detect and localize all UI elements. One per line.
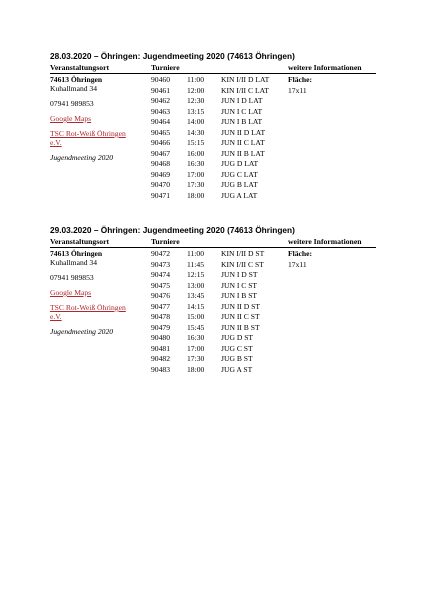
tournament-name: JUG A ST	[221, 364, 253, 374]
info-column	[288, 249, 312, 270]
info-column	[288, 75, 312, 96]
google-maps-link[interactable]: Google Maps	[50, 288, 92, 297]
tournament-time: 13:15	[187, 106, 205, 116]
tournament-id: 90469	[151, 169, 170, 179]
tournament-id: 90477	[151, 301, 170, 311]
tournament-name: JUG B ST	[221, 354, 253, 363]
tournament-time: 17:00	[187, 343, 205, 353]
tournament-id: 90467	[151, 148, 170, 158]
tournament-time: 16:30	[187, 159, 205, 168]
venue-street: Kuhallmand 34	[50, 84, 98, 93]
tournament-name: JUN II B LAT	[221, 148, 265, 158]
tournament-id: 90479	[151, 322, 170, 332]
venue-column	[50, 249, 146, 336]
event-block	[50, 51, 376, 200]
tournament-time: 11:45	[187, 259, 205, 269]
event-title: 28.03.2020 – Öhringen: Jugendmeeting 2020 (74613 Öhringen)	[50, 51, 295, 61]
tournament-id: 90482	[151, 354, 170, 363]
venue-city: 74613 Öhringen	[50, 249, 103, 258]
tournament-id: 90475	[151, 280, 170, 290]
tournament-id: 90471	[151, 190, 170, 200]
tournament-id: 90470	[151, 180, 170, 189]
tournament-time: 14:30	[187, 127, 205, 137]
tournament-id: 90464	[151, 117, 170, 126]
tournament-time: 13:45	[187, 291, 205, 300]
tournament-time: 15:45	[187, 322, 205, 332]
tournament-name: KIN I/II C ST	[221, 259, 264, 269]
tournament-id: 90462	[151, 96, 170, 105]
tournament-time: 14:00	[187, 117, 205, 126]
tournament-name: JUN II C ST	[221, 312, 260, 321]
tournament-id: 90483	[151, 364, 170, 374]
club-link-line1[interactable]: TSC Rot-Weiß Öhringen	[50, 303, 126, 312]
tournament-name: JUG D LAT	[221, 159, 259, 168]
tournament-name: JUN I B ST	[221, 291, 258, 300]
tournament-name: JUN I B LAT	[221, 117, 263, 126]
tournament-id: 90474	[151, 270, 170, 279]
tournament-name: JUG C LAT	[221, 169, 258, 179]
club-link-line1[interactable]: TSC Rot-Weiß Öhringen	[50, 129, 126, 138]
tournament-id: 90472	[151, 249, 170, 258]
tournament-id: 90476	[151, 291, 170, 300]
tournament-name: JUG D ST	[221, 333, 254, 342]
tournament-name: JUN I C LAT	[221, 106, 263, 116]
area-value: 17x11	[288, 85, 307, 95]
tournament-time: 17:00	[187, 169, 205, 179]
venue-city: 74613 Öhringen	[50, 75, 103, 84]
tournament-name: JUN I D LAT	[221, 96, 263, 105]
tournament-time: 14:15	[187, 301, 205, 311]
tournament-id: 90478	[151, 312, 170, 321]
tournament-id: 90466	[151, 138, 170, 147]
tournament-time: 13:00	[187, 280, 205, 290]
venue-phone: 07941 989853	[50, 99, 94, 108]
tournament-id: 90480	[151, 333, 170, 342]
tournament-id: 90468	[151, 159, 170, 168]
header-venue: Veranstaltungsort	[50, 63, 110, 72]
header-info: weitere Informationen	[288, 63, 362, 72]
venue-street: Kuhallmand 34	[50, 258, 98, 267]
table-header	[50, 236, 376, 248]
tournament-id: 90481	[151, 343, 170, 353]
tournament-name: JUN II C LAT	[221, 138, 265, 147]
area-label: Fläche:	[288, 75, 313, 84]
tournament-time: 11:00	[187, 75, 205, 84]
tournament-name: JUN II D ST	[221, 301, 261, 311]
tournament-name: KIN I/II D ST	[221, 249, 265, 258]
header-venue: Veranstaltungsort	[50, 237, 110, 246]
tournament-name: JUN II B ST	[221, 322, 260, 332]
header-tournaments: Turniere	[151, 63, 180, 72]
tournament-time: 18:00	[187, 190, 205, 200]
tournament-name: JUN I C ST	[221, 280, 258, 290]
venue-column	[50, 75, 146, 162]
area-label: Fläche:	[288, 249, 313, 258]
tournament-id: 90473	[151, 259, 170, 269]
tournament-id: 90465	[151, 127, 170, 137]
tournament-id: 90461	[151, 85, 170, 95]
club-link-line2[interactable]: e.V.	[50, 312, 62, 321]
tournament-name: JUG B LAT	[221, 180, 258, 189]
event-title: 29.03.2020 – Öhringen: Jugendmeeting 2020 (74613 Öhringen)	[50, 225, 295, 235]
tournament-time: 18:00	[187, 364, 205, 374]
club-link-line2[interactable]: e.V.	[50, 138, 62, 147]
header-tournaments: Turniere	[151, 237, 180, 246]
tournament-name: JUN I D ST	[221, 270, 258, 279]
header-info: weitere Informationen	[288, 237, 362, 246]
table-header	[50, 62, 376, 74]
tournament-time: 17:30	[187, 354, 205, 363]
tournament-name: JUN II D LAT	[221, 127, 266, 137]
tournament-name: KIN I/II D LAT	[221, 75, 270, 84]
tournament-time: 15:15	[187, 138, 205, 147]
tournament-time: 17:30	[187, 180, 205, 189]
tournament-name: KIN I/II C LAT	[221, 85, 269, 95]
event-block	[50, 225, 376, 374]
tournament-name: JUG C ST	[221, 343, 253, 353]
tournament-time: 12:15	[187, 270, 205, 279]
tournament-time: 12:00	[187, 85, 205, 95]
area-value: 17x11	[288, 259, 307, 269]
tournament-time: 11:00	[187, 249, 205, 258]
event-name: Jugendmeeting 2020	[50, 327, 114, 336]
venue-phone: 07941 989853	[50, 273, 94, 282]
tournament-time: 15:00	[187, 312, 205, 321]
event-name: Jugendmeeting 2020	[50, 153, 114, 162]
tournament-id: 90460	[151, 75, 170, 84]
tournament-time: 16:30	[187, 333, 205, 342]
tournament-id: 90463	[151, 106, 170, 116]
google-maps-link[interactable]: Google Maps	[50, 114, 92, 123]
tournament-name: JUG A LAT	[221, 190, 258, 200]
tournament-time: 12:30	[187, 96, 205, 105]
tournament-time: 16:00	[187, 148, 205, 158]
